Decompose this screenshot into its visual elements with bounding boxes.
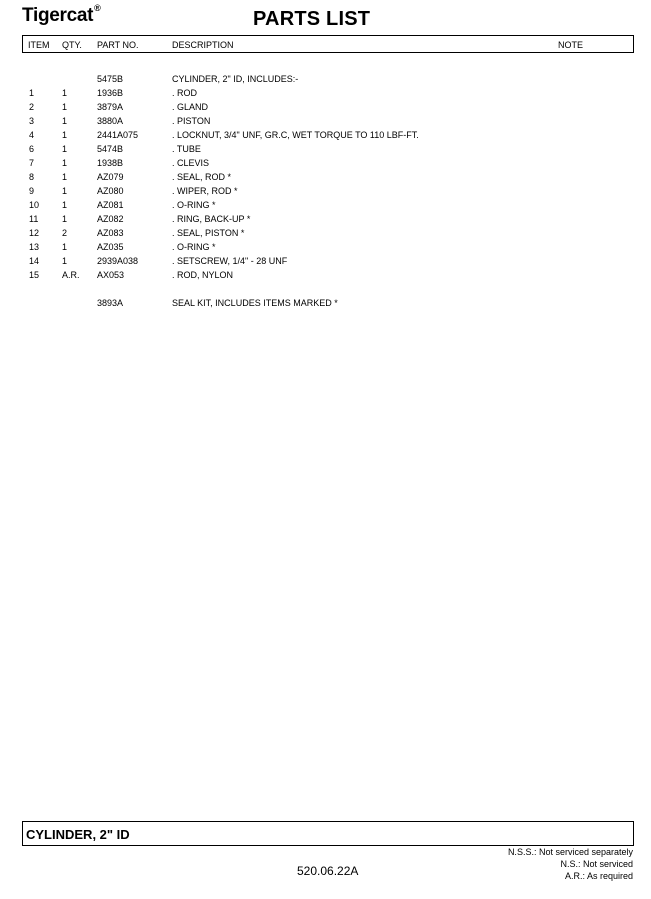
legend-line: A.R.: As required bbox=[564, 871, 633, 881]
description-cell: . ROD bbox=[172, 88, 198, 98]
col-header-note: NOTE bbox=[558, 40, 584, 50]
item-cell: 15 bbox=[29, 270, 40, 280]
part-number-cell: 5474B bbox=[97, 144, 124, 154]
table-row bbox=[0, 226, 651, 240]
table-header bbox=[22, 35, 634, 53]
item-cell: 6 bbox=[29, 144, 35, 154]
brand-name: Tigercat bbox=[22, 5, 94, 26]
part-number-cell: 1938B bbox=[97, 158, 124, 168]
description-cell: . O-RING * bbox=[172, 242, 216, 252]
table-row bbox=[0, 128, 651, 142]
item-cell: 13 bbox=[29, 242, 40, 252]
description-cell: . CLEVIS bbox=[172, 158, 210, 168]
description-cell: . PISTON bbox=[172, 116, 211, 126]
table-row bbox=[0, 198, 651, 212]
assembly-title-box bbox=[22, 821, 634, 846]
part-number-cell: AZ035 bbox=[97, 242, 124, 252]
description-cell: . TUBE bbox=[172, 144, 201, 154]
qty-cell: 1 bbox=[62, 158, 68, 168]
table-row bbox=[0, 86, 651, 100]
item-cell: 12 bbox=[29, 228, 40, 238]
document-number: 520.06.22A bbox=[297, 864, 359, 878]
qty-cell: 1 bbox=[62, 256, 68, 266]
description-cell: . SETSCREW, 1/4" - 28 UNF bbox=[172, 256, 288, 266]
qty-cell: 1 bbox=[62, 130, 68, 140]
qty-cell: 2 bbox=[62, 228, 68, 238]
item-cell: 14 bbox=[29, 256, 40, 266]
table-row bbox=[0, 170, 651, 184]
table-row bbox=[0, 156, 651, 170]
description-cell: SEAL KIT, INCLUDES ITEMS MARKED * bbox=[172, 298, 338, 308]
item-cell: 1 bbox=[29, 88, 35, 98]
item-cell: 9 bbox=[29, 186, 35, 196]
table-row bbox=[0, 254, 651, 268]
legend-line: N.S.: Not serviced bbox=[560, 859, 633, 869]
table-row bbox=[0, 72, 651, 86]
part-number-cell: 2939A038 bbox=[97, 256, 139, 266]
part-number-cell: 3879A bbox=[97, 102, 124, 112]
part-number-cell: 3893A bbox=[97, 298, 124, 308]
table-row bbox=[0, 212, 651, 226]
part-number-cell: AZ079 bbox=[97, 172, 124, 182]
part-number-cell: AZ080 bbox=[97, 186, 124, 196]
col-header-part: PART NO. bbox=[97, 40, 139, 50]
table-row bbox=[0, 142, 651, 156]
description-cell: . SEAL, ROD * bbox=[172, 172, 232, 182]
part-number-cell: AZ082 bbox=[97, 214, 124, 224]
description-cell: . O-RING * bbox=[172, 200, 216, 210]
qty-cell: 1 bbox=[62, 186, 68, 196]
qty-cell: 1 bbox=[62, 172, 68, 182]
qty-cell: 1 bbox=[62, 88, 68, 98]
table-row bbox=[0, 100, 651, 114]
col-header-qty: QTY. bbox=[62, 40, 82, 50]
table-row bbox=[0, 114, 651, 128]
qty-cell: 1 bbox=[62, 102, 68, 112]
part-number-cell: 2441A075 bbox=[97, 130, 139, 140]
abbreviation-legend bbox=[508, 846, 633, 882]
table-row bbox=[0, 296, 651, 310]
description-cell: CYLINDER, 2" ID, INCLUDES:- bbox=[172, 74, 299, 84]
item-cell: 10 bbox=[29, 200, 40, 210]
qty-cell: 1 bbox=[62, 116, 68, 126]
part-number-cell: AZ083 bbox=[97, 228, 124, 238]
part-number-cell: AX053 bbox=[97, 270, 125, 280]
part-number-cell: AZ081 bbox=[97, 200, 124, 210]
description-cell: . LOCKNUT, 3/4" UNF, GR.C, WET TORQUE TO 110 LBF-FT. bbox=[172, 130, 419, 140]
col-header-desc: DESCRIPTION bbox=[172, 40, 234, 50]
description-cell: . SEAL, PISTON * bbox=[172, 228, 245, 238]
qty-cell: 1 bbox=[62, 144, 68, 154]
description-cell: . ROD, NYLON bbox=[172, 270, 234, 280]
item-cell: 2 bbox=[29, 102, 35, 112]
table-row bbox=[0, 268, 651, 282]
assembly-title: CYLINDER, 2" ID bbox=[26, 827, 130, 842]
registered-mark: ® bbox=[94, 2, 101, 13]
qty-cell: A.R. bbox=[62, 270, 80, 280]
item-cell: 8 bbox=[29, 172, 35, 182]
page-title: PARTS LIST bbox=[253, 8, 371, 30]
item-cell: 11 bbox=[29, 214, 39, 224]
table-row bbox=[0, 184, 651, 198]
part-number-cell: 5475B bbox=[97, 74, 124, 84]
col-header-item: ITEM bbox=[28, 40, 50, 50]
brand-logo bbox=[22, 2, 101, 27]
part-number-cell: 3880A bbox=[97, 116, 124, 126]
description-cell: . RING, BACK-UP * bbox=[172, 214, 251, 224]
qty-cell: 1 bbox=[62, 214, 68, 224]
qty-cell: 1 bbox=[62, 200, 68, 210]
item-cell: 4 bbox=[29, 130, 35, 140]
description-cell: . GLAND bbox=[172, 102, 209, 112]
item-cell: 7 bbox=[29, 158, 35, 168]
table-row bbox=[0, 240, 651, 254]
qty-cell: 1 bbox=[62, 242, 68, 252]
item-cell: 3 bbox=[29, 116, 35, 126]
part-number-cell: 1936B bbox=[97, 88, 124, 98]
description-cell: . WIPER, ROD * bbox=[172, 186, 238, 196]
legend-line: N.S.S.: Not serviced separately bbox=[507, 847, 633, 857]
